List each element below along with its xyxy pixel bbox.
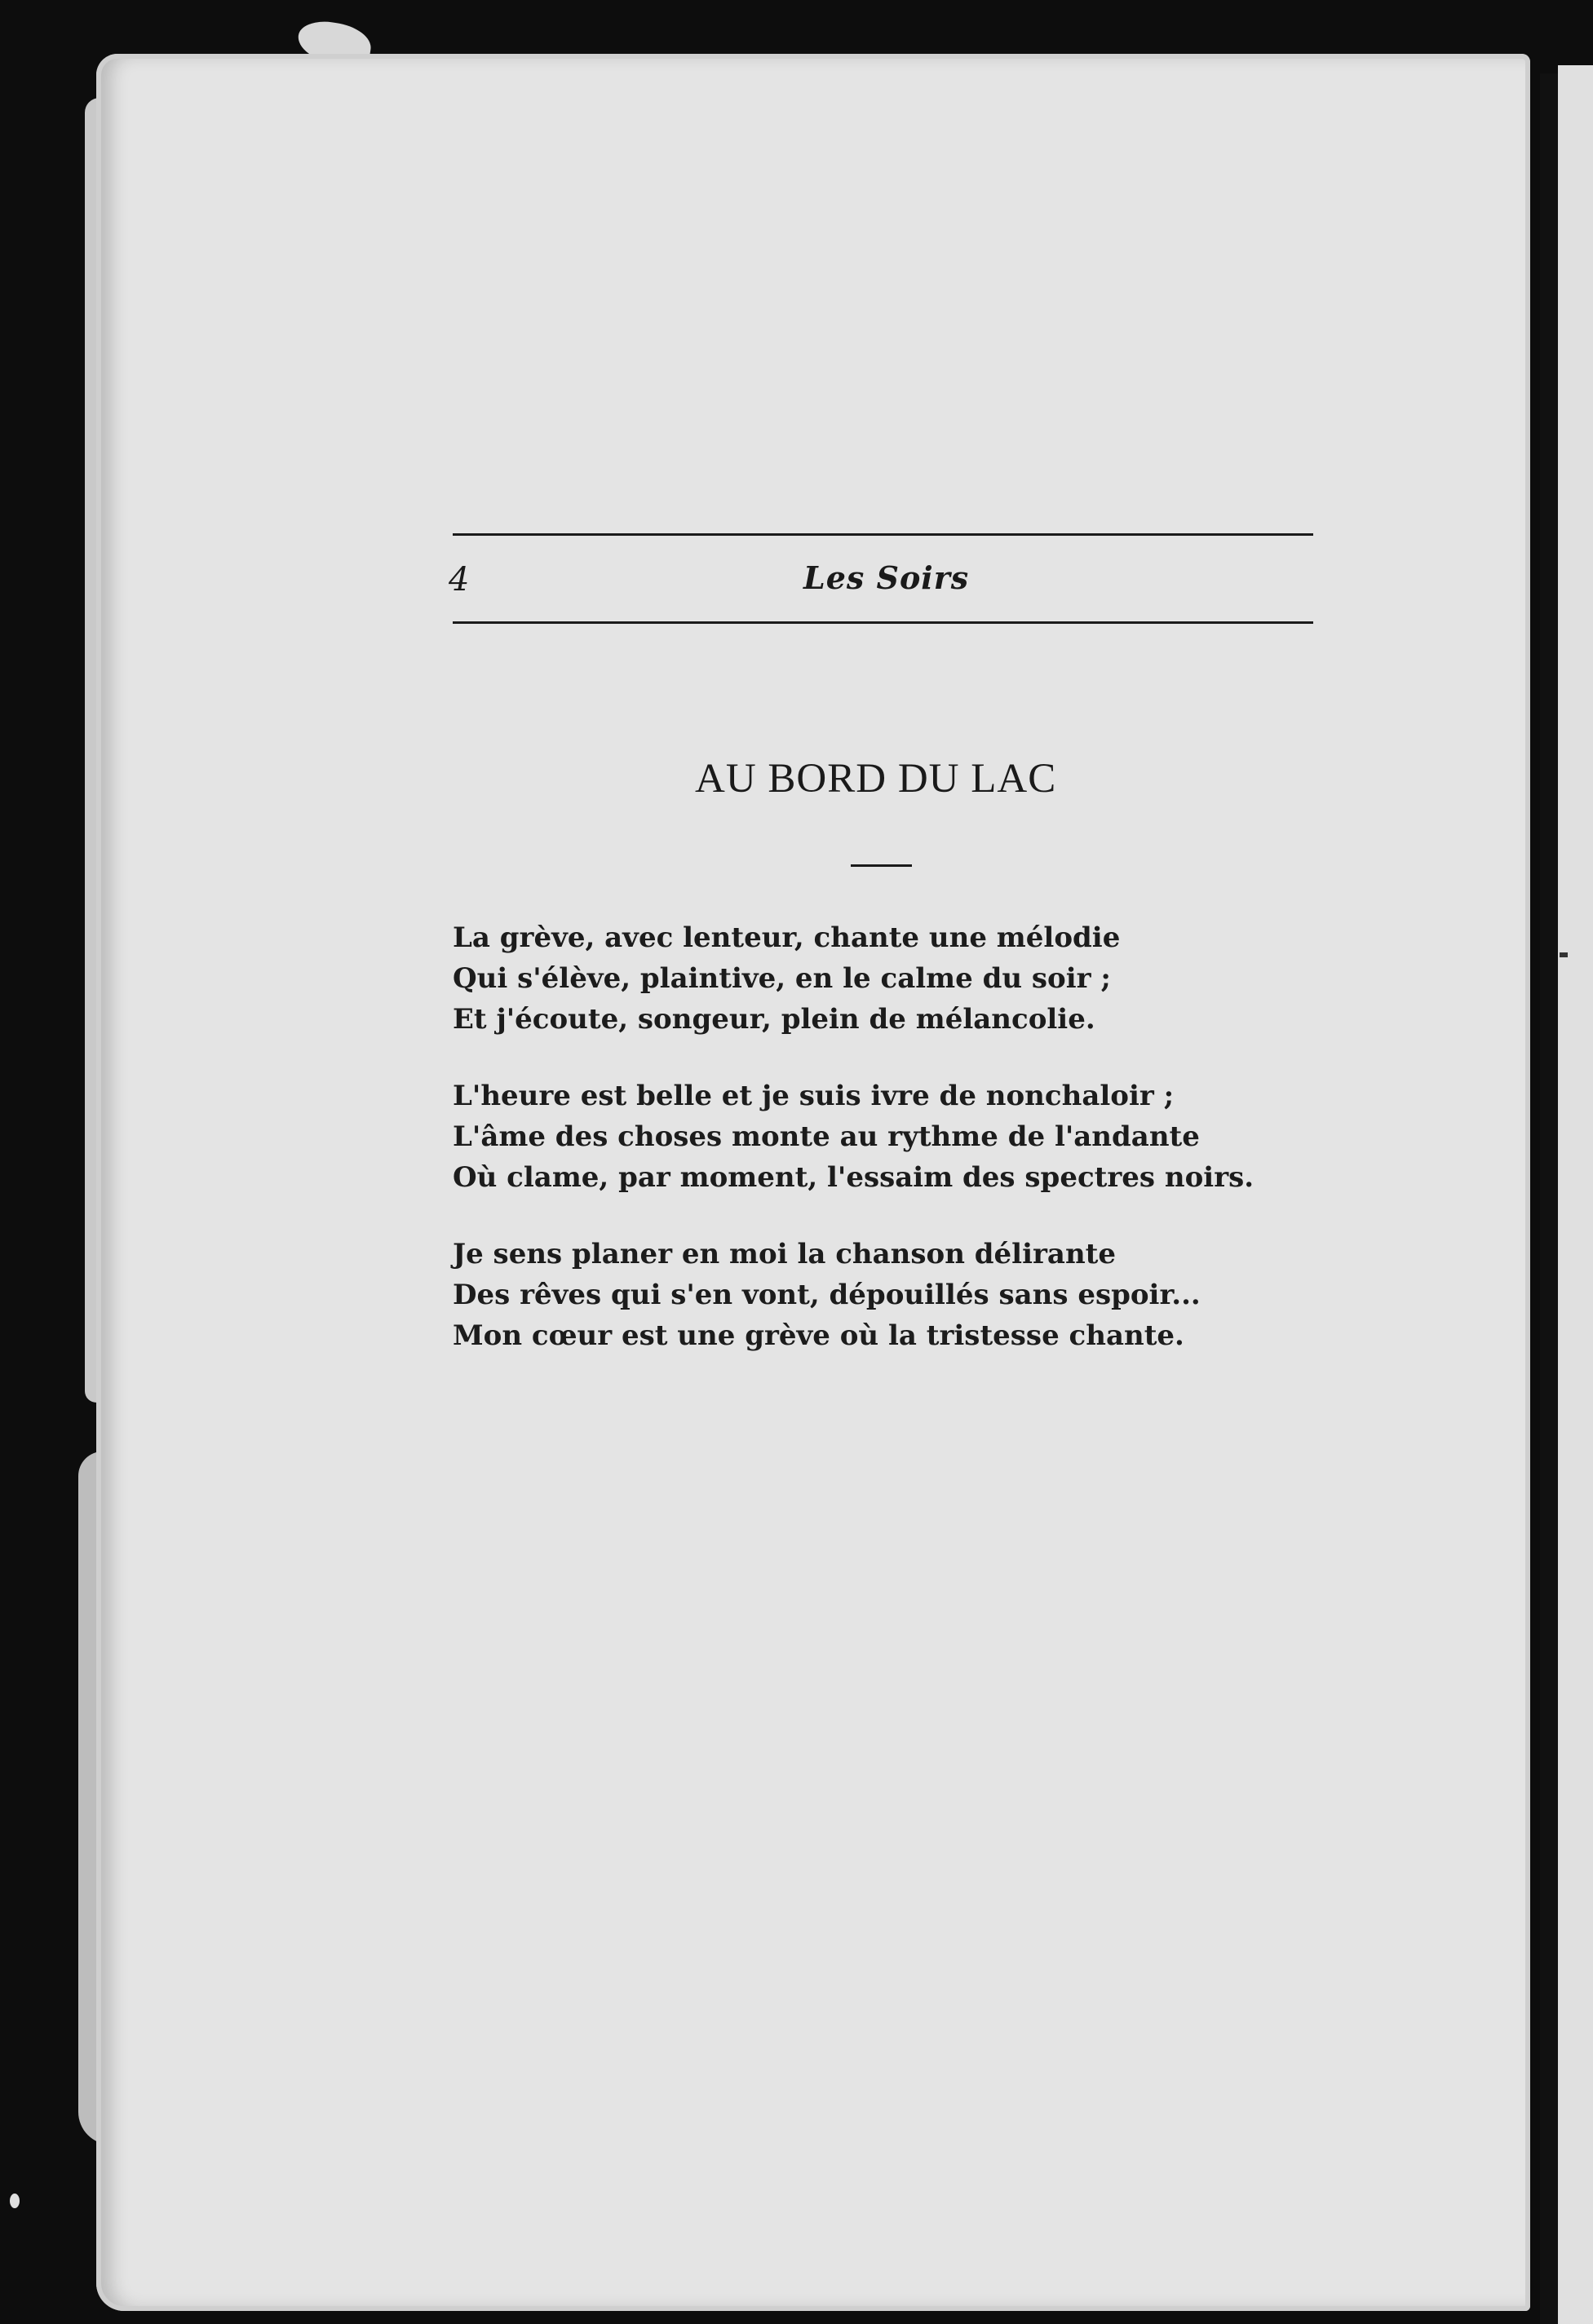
stanza [453, 917, 1334, 1040]
title-separator [851, 864, 912, 867]
facing-page-strip [1558, 65, 1593, 2324]
scan-speck [10, 2194, 20, 2208]
poem-body [453, 917, 1334, 1392]
page-number: 4 [449, 561, 470, 599]
poem-line: Où clame, par moment, l'essaim des spectres noirs. [453, 1161, 1254, 1194]
poem-line: Qui s'élève, plaintive, en le calme du soir ; [453, 962, 1111, 995]
header-rule-top [453, 533, 1313, 536]
poem-line: Je sens planer en moi la chanson délirante [453, 1238, 1117, 1270]
poem-line: L'heure est belle et je suis ivre de nonchaloir ; [453, 1080, 1175, 1112]
poem-title: AU BORD DU LAC [695, 756, 1057, 802]
facing-page-mark [1560, 952, 1568, 957]
running-title: Les Soirs [803, 559, 970, 596]
stanza [453, 1234, 1334, 1356]
poem-line: L'âme des choses monte au rythme de l'andante [453, 1120, 1200, 1153]
poem-line: Et j'écoute, songeur, plein de mélancolie. [453, 1003, 1095, 1036]
poem-line: Mon cœur est une grève où la tristesse chante. [453, 1319, 1184, 1352]
poem-line: Des rêves qui s'en vont, dépouillés sans espoir... [453, 1279, 1201, 1311]
poem-line: La grève, avec lenteur, chante une mélodie [453, 921, 1121, 954]
binding-shadow [1540, 73, 1558, 2324]
stanza [453, 1076, 1334, 1198]
header-rule-bottom [453, 621, 1313, 624]
